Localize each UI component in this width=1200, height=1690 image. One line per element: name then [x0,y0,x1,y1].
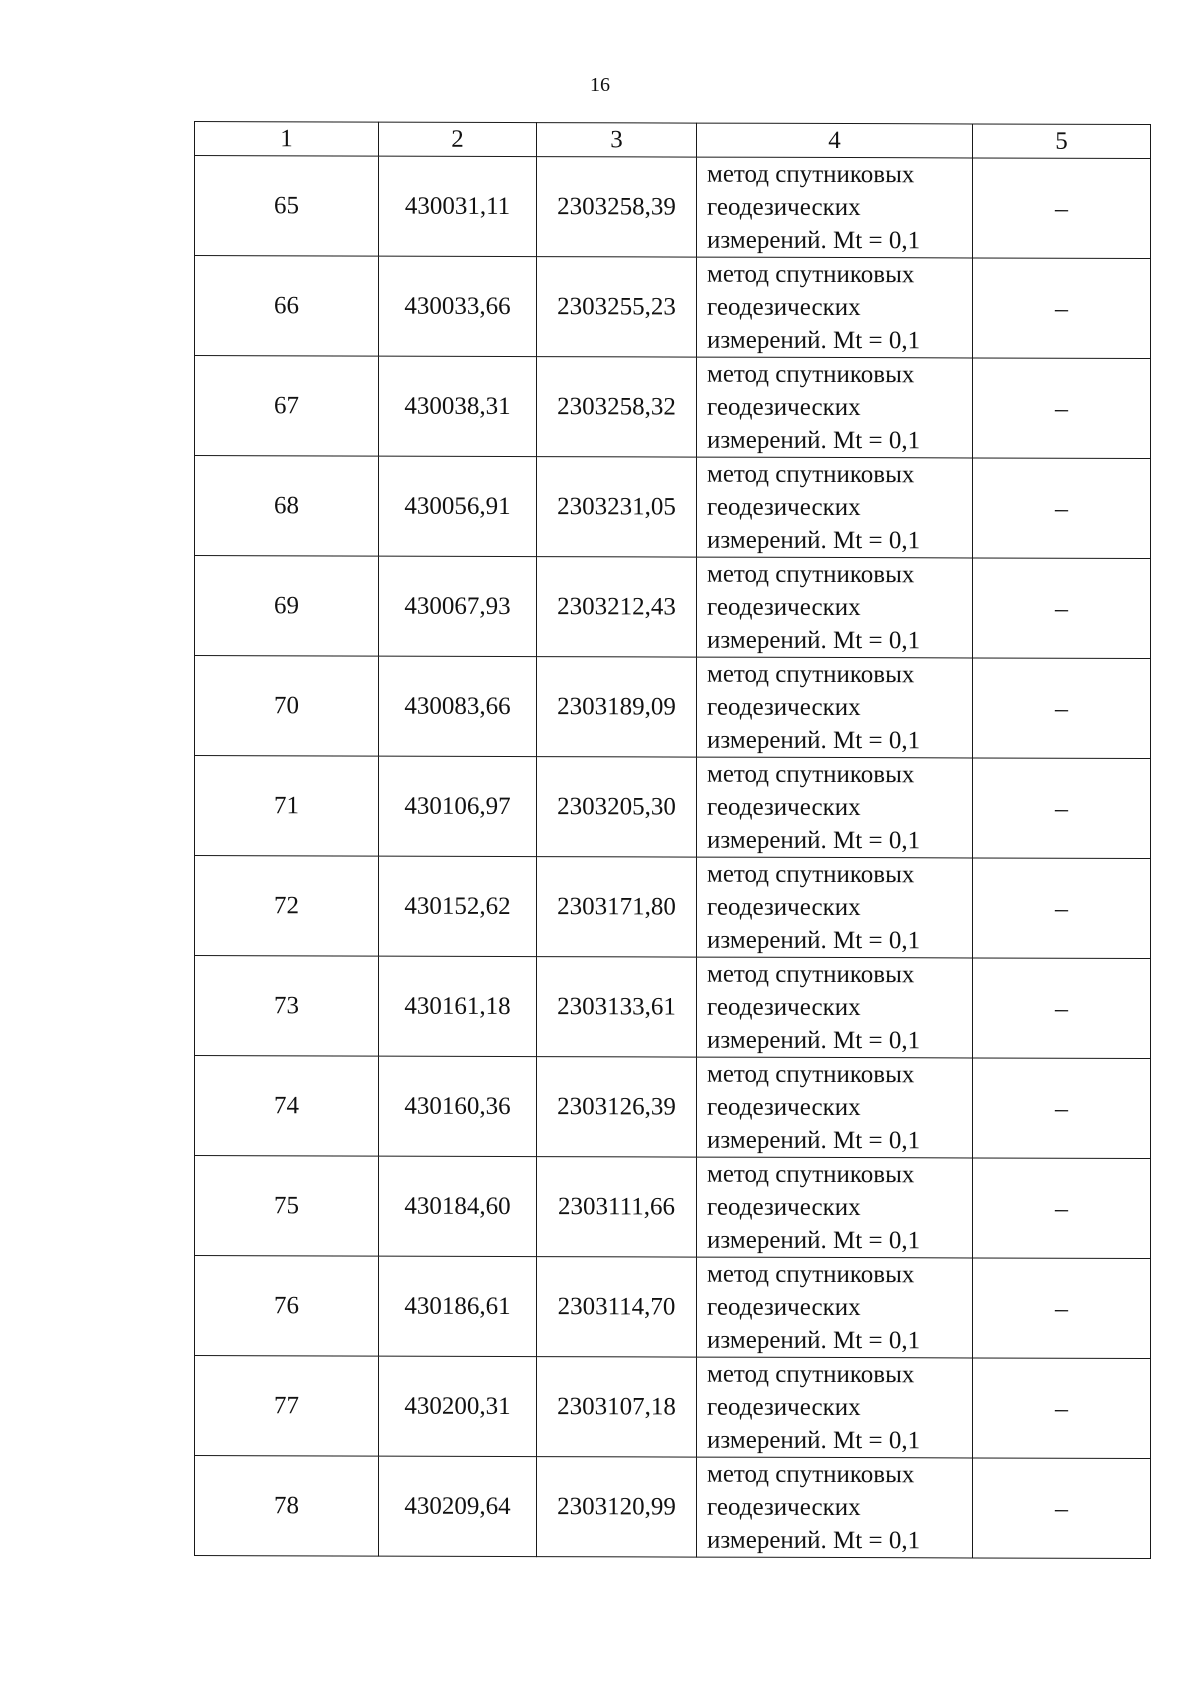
method-cell [697,1257,973,1358]
header-col-1: 1 [195,122,379,157]
method-text-line: геодезических [707,1393,861,1422]
method-text-line: метод спутниковых [707,1460,915,1489]
method-text-line: геодезических [707,393,861,422]
point-number-cell: 70 [195,656,379,757]
method-text-line: измерений. Mt = 0,1 [707,326,921,355]
method-text-line: геодезических [707,1493,861,1522]
method-text-line: геодезических [707,493,861,522]
note-cell: – [973,758,1151,859]
method-text-line: метод спутниковых [707,960,915,989]
method-cell [697,457,973,558]
method-text-line: метод спутниковых [707,1360,915,1389]
method-text-line: метод спутниковых [707,160,915,189]
method-text-line: геодезических [707,1093,861,1122]
table-row [195,456,1151,559]
table-header [195,122,1151,159]
note-cell: – [973,858,1151,959]
y-coordinate-cell: 2303107,18 [537,1357,697,1458]
y-coordinate-cell: 2303126,39 [537,1057,697,1158]
method-cell [697,857,973,958]
method-text-line: измерений. Mt = 0,1 [707,526,921,555]
method-text-line: геодезических [707,293,861,322]
method-text-line: метод спутниковых [707,460,915,489]
y-coordinate-cell: 2303120,99 [537,1457,697,1558]
note-cell: – [973,558,1151,659]
method-cell [697,157,973,258]
note-cell: – [973,158,1151,259]
method-text-line: измерений. Mt = 0,1 [707,426,921,455]
table-row [195,156,1151,259]
method-text-line: метод спутниковых [707,1160,915,1189]
note-cell: – [973,1058,1151,1159]
point-number-cell: 68 [195,456,379,557]
note-cell: – [973,358,1151,459]
point-number-cell: 69 [195,556,379,657]
point-number-cell: 75 [195,1156,379,1257]
x-coordinate-cell: 430200,31 [379,1356,537,1456]
x-coordinate-cell: 430152,62 [379,856,537,956]
x-coordinate-cell: 430083,66 [379,656,537,756]
note-cell: – [973,1358,1151,1459]
point-number-cell: 73 [195,956,379,1057]
table-row [195,1156,1151,1259]
table-row [195,256,1151,359]
table-row [195,356,1151,459]
note-cell: – [973,658,1151,759]
table-row [195,856,1151,959]
note-cell: – [973,1458,1151,1559]
point-number-cell: 71 [195,756,379,857]
method-text-line: геодезических [707,1293,861,1322]
table-row [195,1456,1151,1559]
table-row [195,756,1151,859]
header-col-4: 4 [697,123,973,158]
y-coordinate-cell: 2303255,23 [537,257,697,358]
note-cell: – [973,958,1151,1059]
method-cell [697,1057,973,1158]
point-number-cell: 72 [195,856,379,957]
y-coordinate-cell: 2303133,61 [537,957,697,1058]
header-col-2: 2 [379,122,537,156]
method-text-line: метод спутниковых [707,760,915,789]
x-coordinate-cell: 430031,11 [379,156,537,256]
y-coordinate-cell: 2303258,39 [537,157,697,258]
method-cell [697,1457,973,1558]
note-cell: – [973,1258,1151,1359]
method-text-line: измерений. Mt = 0,1 [707,1526,921,1555]
table-row [195,556,1151,659]
header-col-3: 3 [537,123,697,158]
x-coordinate-cell: 430209,64 [379,1456,537,1556]
x-coordinate-cell: 430056,91 [379,456,537,556]
method-text-line: измерений. Mt = 0,1 [707,826,921,855]
table-row [195,1356,1151,1459]
method-text-line: метод спутниковых [707,660,915,689]
table-row [195,1056,1151,1159]
method-text-line: геодезических [707,693,861,722]
coordinates-table-container [194,121,1150,1559]
method-text-line: метод спутниковых [707,860,915,889]
method-text-line: измерений. Mt = 0,1 [707,926,921,955]
x-coordinate-cell: 430038,31 [379,356,537,456]
header-row [195,122,1151,159]
method-text-line: измерений. Mt = 0,1 [707,1426,921,1455]
point-number-cell: 78 [195,1456,379,1557]
method-text-line: измерений. Mt = 0,1 [707,1226,921,1255]
point-number-cell: 77 [195,1356,379,1457]
method-text-line: геодезических [707,993,861,1022]
x-coordinate-cell: 430033,66 [379,256,537,356]
coordinates-table [194,121,1151,1559]
method-cell [697,1357,973,1458]
x-coordinate-cell: 430186,61 [379,1256,537,1356]
y-coordinate-cell: 2303114,70 [537,1257,697,1358]
note-cell: – [973,258,1151,359]
point-number-cell: 74 [195,1056,379,1157]
point-number-cell: 66 [195,256,379,357]
table-row [195,656,1151,759]
method-text-line: измерений. Mt = 0,1 [707,626,921,655]
table-body [195,156,1151,1559]
method-text-line: геодезических [707,793,861,822]
method-cell [697,1157,973,1258]
method-text-line: геодезических [707,1193,861,1222]
method-text-line: метод спутниковых [707,360,915,389]
method-cell [697,657,973,758]
y-coordinate-cell: 2303111,66 [537,1157,697,1258]
method-text-line: геодезических [707,893,861,922]
method-cell [697,257,973,358]
x-coordinate-cell: 430160,36 [379,1056,537,1156]
method-text-line: измерений. Mt = 0,1 [707,1126,921,1155]
method-text-line: измерений. Mt = 0,1 [707,726,921,755]
y-coordinate-cell: 2303205,30 [537,757,697,858]
method-cell [697,757,973,858]
note-cell: – [973,458,1151,559]
method-text-line: метод спутниковых [707,1060,915,1089]
method-text-line: измерений. Mt = 0,1 [707,1326,921,1355]
table-row [195,956,1151,1059]
page-number: 16 [590,74,610,96]
y-coordinate-cell: 2303258,32 [537,357,697,458]
method-cell [697,957,973,1058]
point-number-cell: 65 [195,156,379,257]
method-text-line: метод спутниковых [707,260,915,289]
method-text-line: метод спутниковых [707,1260,915,1289]
y-coordinate-cell: 2303189,09 [537,657,697,758]
x-coordinate-cell: 430161,18 [379,956,537,1056]
x-coordinate-cell: 430067,93 [379,556,537,656]
method-text-line: измерений. Mt = 0,1 [707,226,921,255]
point-number-cell: 76 [195,1256,379,1357]
method-cell [697,557,973,658]
method-text-line: метод спутниковых [707,560,915,589]
method-text-line: геодезических [707,193,861,222]
y-coordinate-cell: 2303212,43 [537,557,697,658]
note-cell: – [973,1158,1151,1259]
point-number-cell: 67 [195,356,379,457]
x-coordinate-cell: 430184,60 [379,1156,537,1256]
y-coordinate-cell: 2303171,80 [537,857,697,958]
y-coordinate-cell: 2303231,05 [537,457,697,558]
method-cell [697,357,973,458]
method-text-line: геодезических [707,593,861,622]
method-text-line: измерений. Mt = 0,1 [707,1026,921,1055]
header-col-5: 5 [973,124,1151,159]
table-row [195,1256,1151,1359]
x-coordinate-cell: 430106,97 [379,756,537,856]
